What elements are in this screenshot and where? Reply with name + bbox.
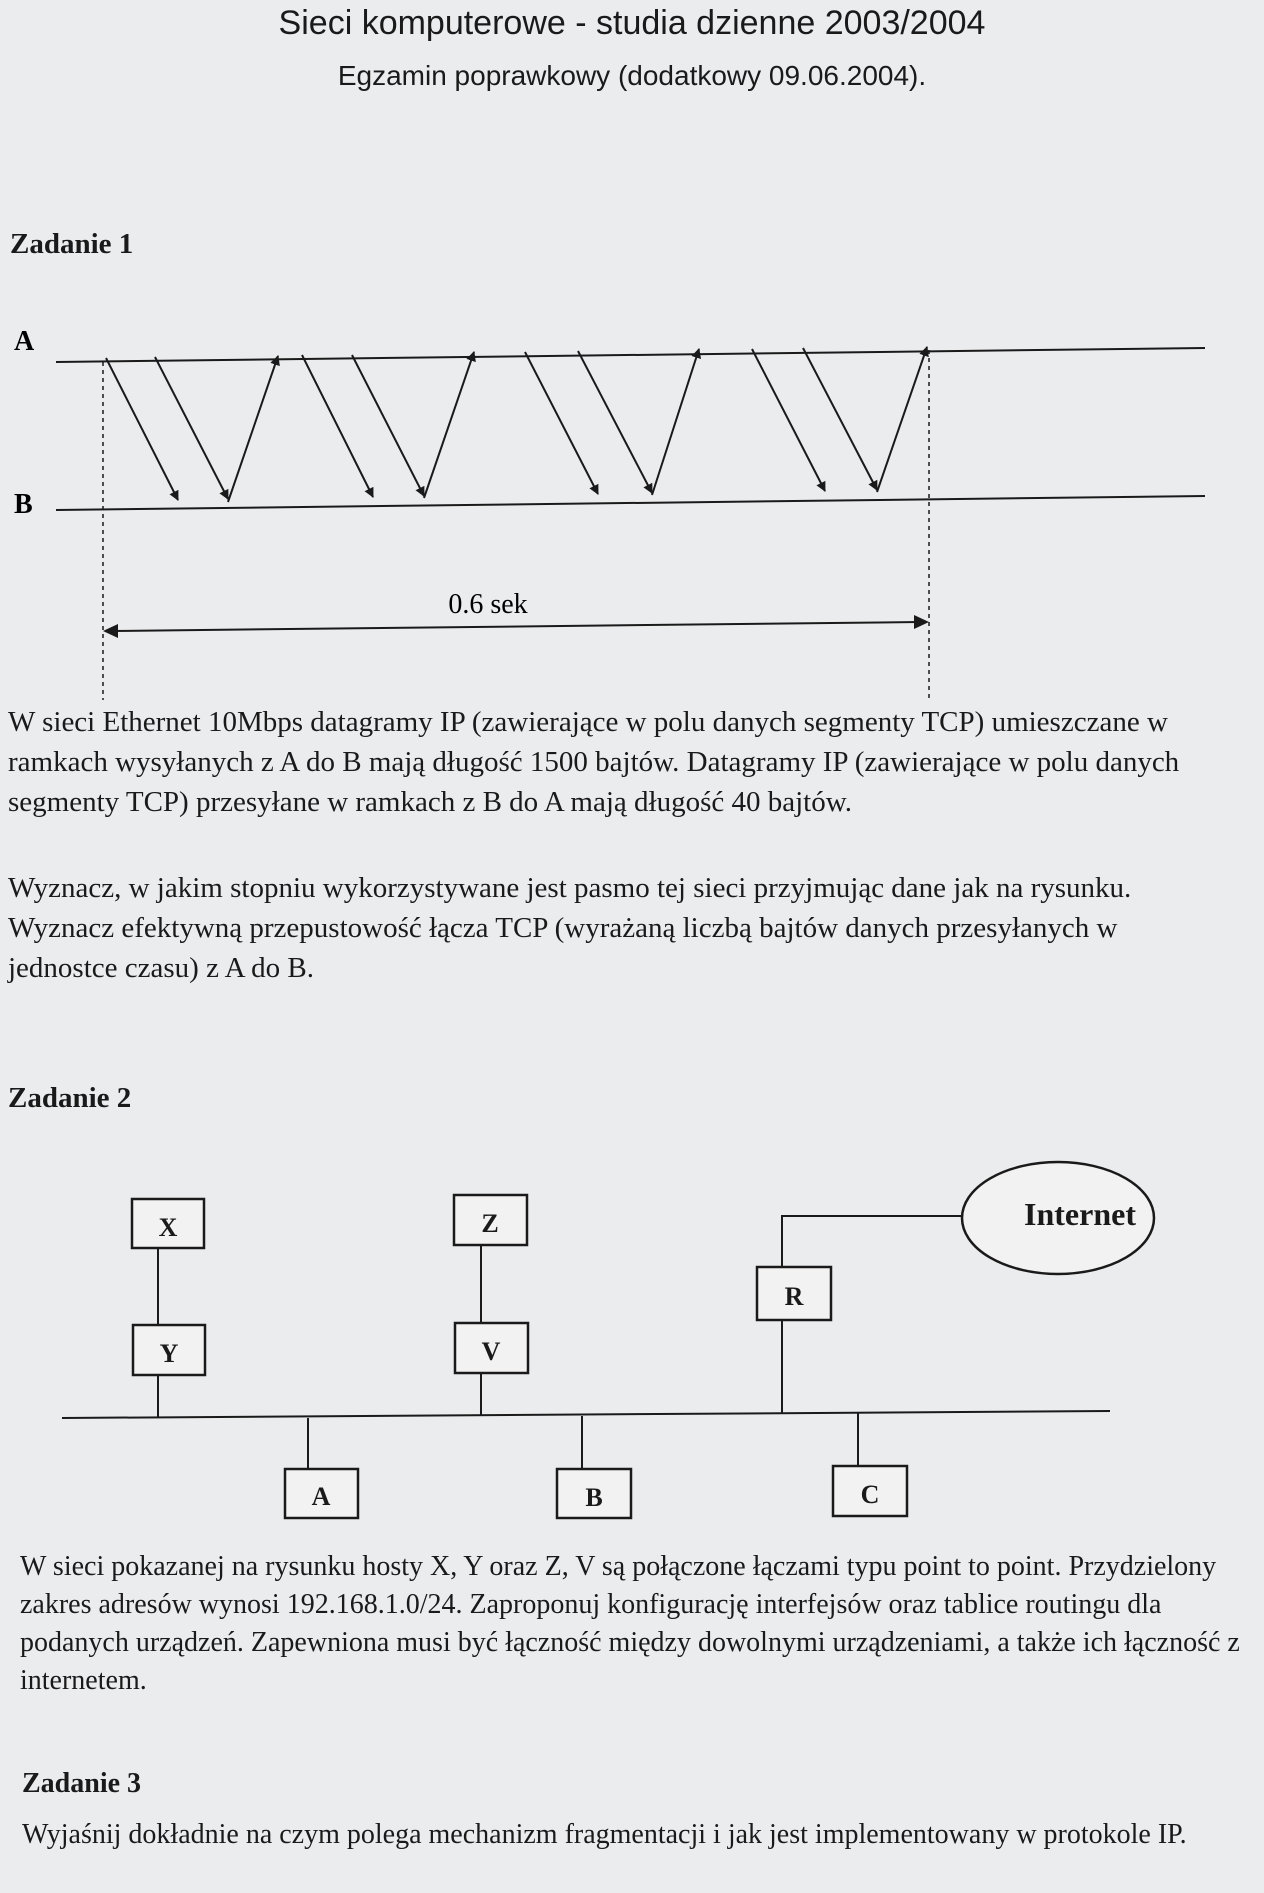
task1-heading: Zadanie 1 [10,228,134,260]
task2-heading: Zadanie 2 [8,1082,132,1114]
task3-heading: Zadanie 3 [22,1768,142,1799]
timeline-b-label: B [14,489,33,520]
node-c-label: C [860,1480,880,1509]
ethernet-bus [62,1411,1110,1418]
internet-label: Internet [1024,1196,1136,1232]
node-a-label: A [311,1482,331,1511]
duration-label: 0.6 sek [448,589,528,620]
node-v-label: V [481,1337,501,1366]
task2-paragraph: W sieci pokazanej na rysunku hosty X, Y oraz Z, V są połączone łączami typu point to point. Przydzielony zakres adresów wynosi 192.168.1.0/24. Zaproponuj konfigurację interfejsów oraz tablice routingu dla podanych urządzeń. Zapewniona musi być łączność między dowolnymi urządzeniami, a także ich łączność z internetem. [20,1551,1240,1696]
task1-paragraph-2: Wyznacz, w jakim stopniu wykorzystywane jest pasmo tej sieci przyjmując dane jak na rysunku. Wyznacz efektywną przepustowość łącza TCP (wyrażaną liczbą bajtów danych przesyłanych w jednostce czasu) z A do B. [8,872,1132,984]
exam-subtitle: Egzamin poprawkowy (dodatkowy 09.06.2004). [337,60,927,91]
link-r-internet [782,1216,962,1267]
node-y-label: Y [159,1339,179,1368]
task1-paragraph-1: W sieci Ethernet 10Mbps datagramy IP (zawierające w polu danych segmenty TCP) umieszczane w ramkach wysyłanych z A do B mają długość 1500 bajtów. Datagramy IP (zawierające w polu danych segmenty TCP) przesyłane w ramkach z B do A mają długość 40 bajtów. [8,706,1180,818]
node-r-label: R [784,1282,804,1311]
exam-title: Sieci komputerowe - studia dzienne 2003/2004 [278,4,986,42]
node-x-label: X [158,1213,178,1242]
task3-paragraph: Wyjaśnij dokładnie na czym polega mechanizm fragmentacji i jak jest implementowany w protokole IP. [22,1819,1187,1850]
node-b-label: B [585,1483,603,1512]
node-z-label: Z [481,1209,499,1238]
timeline-a-label: A [14,326,35,357]
